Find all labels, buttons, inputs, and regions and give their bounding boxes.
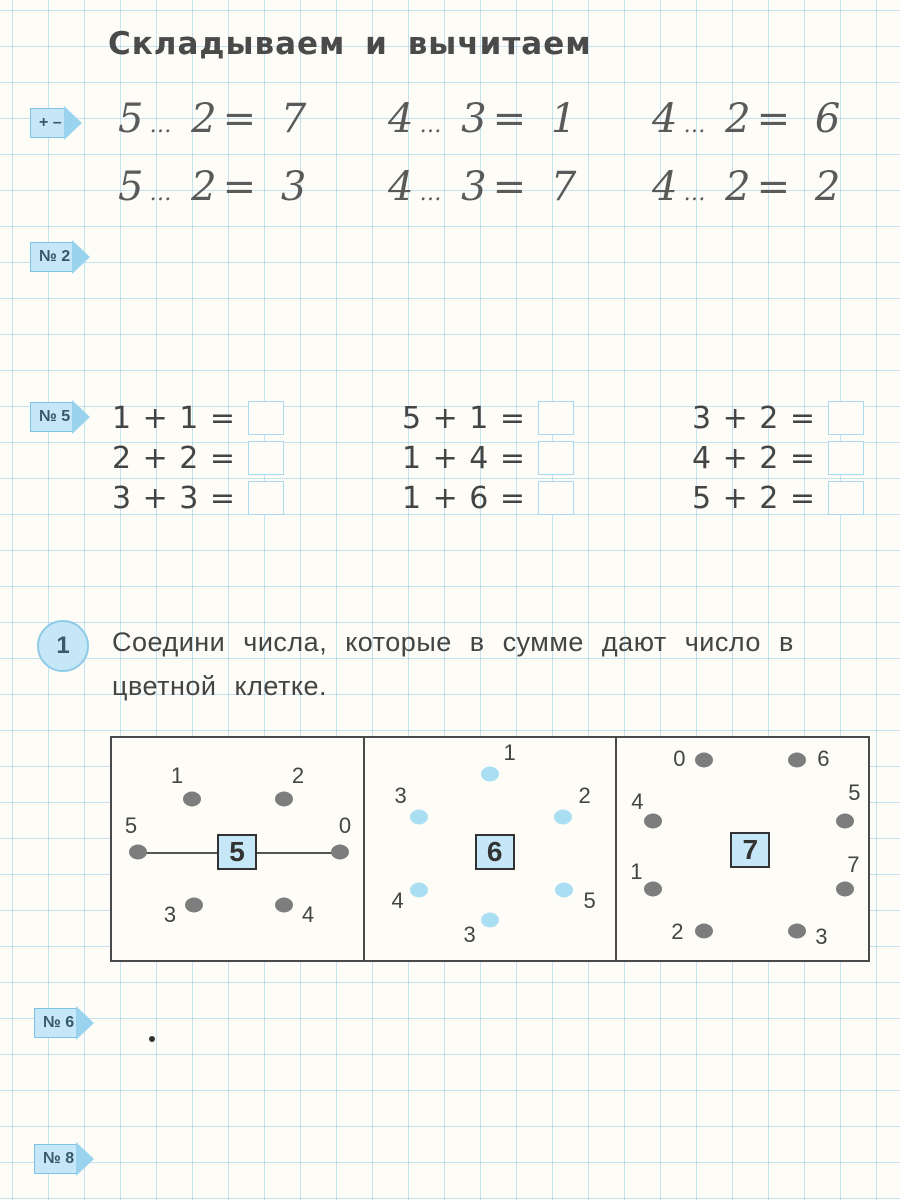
hand-equation: 5… 2= 7 [118,96,313,142]
number-dot[interactable] [788,753,806,768]
pen-mark [149,1036,155,1042]
exercise-5-label: № 5 [30,402,72,432]
number-label: 1 [503,740,516,765]
number-label: 4 [301,902,315,927]
exercise-2-tag [30,240,90,274]
number-label: 5 [124,813,138,838]
number-dot[interactable] [644,882,662,897]
number-dot[interactable] [275,792,293,807]
arrow-icon [64,106,82,140]
number-dot[interactable] [836,814,854,829]
target-sum-box: 5 [217,834,257,870]
number-label: 1 [170,763,184,788]
number-label: 5 [583,888,596,913]
equation: 3 + 2 = [692,398,864,438]
equation: 3 + 3 = [112,478,284,518]
number-dot[interactable] [481,913,499,928]
answer-box[interactable] [828,441,864,475]
answer-box[interactable] [538,441,574,475]
number-dot[interactable] [695,753,713,768]
number-label: 6 [817,746,830,771]
answer-box[interactable] [248,481,284,515]
exercise-6-label: № 6 [34,1008,76,1038]
number-label: 1 [630,859,643,884]
number-label: 2 [671,919,684,944]
equation: 5 + 1 = [402,398,574,438]
number-dot[interactable] [695,924,713,939]
exercise-5-tag [30,400,90,434]
number-dot[interactable] [554,810,572,825]
signs-tag [30,106,82,140]
number-dot[interactable] [410,883,428,898]
panel-sum-5 [112,738,365,960]
equation: 1 + 4 = [402,438,574,478]
number-label: 4 [631,789,644,814]
number-dot[interactable] [481,767,499,782]
connect-dots-panel [110,736,870,962]
number-label: 7 [847,852,860,877]
hand-equation: 4… 3= 7 [388,164,583,210]
number-dot[interactable] [836,882,854,897]
hand-equation: 4… 3= 1 [388,96,583,142]
number-dot[interactable] [788,924,806,939]
answer-box[interactable] [248,401,284,435]
page-title: Складываем и вычитаем [108,26,592,62]
number-label: 3 [394,783,407,808]
number-dot[interactable] [275,898,293,913]
number-dot[interactable] [555,883,573,898]
number-label: 2 [578,783,591,808]
answer-box[interactable] [538,481,574,515]
number-label: 5 [848,780,861,805]
arrow-icon [76,1142,94,1176]
answer-box[interactable] [828,401,864,435]
target-sum-box: 7 [730,832,770,868]
arrow-icon [72,240,90,274]
equation-column [402,398,574,518]
number-dot[interactable] [183,792,201,807]
exercise-2-label: № 2 [30,242,72,272]
exercise-6-tag [34,1006,94,1040]
hand-equation: 4… 2= 6 [652,96,847,142]
task-text: Соедини числа, которые в сумме дают число в цветной клетке. [112,627,794,701]
number-label: 3 [463,922,476,947]
equation: 1 + 6 = [402,478,574,518]
number-label: 3 [163,902,177,927]
arrow-icon [76,1006,94,1040]
answer-box[interactable] [538,401,574,435]
target-sum-box: 6 [475,834,515,870]
number-label: 4 [391,888,404,913]
exercise-8-tag [34,1142,94,1176]
equation: 5 + 2 = [692,478,864,518]
number-label: 2 [291,763,305,788]
signs-tag-label: + – [30,108,64,138]
number-label: 0 [338,813,352,838]
number-label: 0 [673,746,686,771]
answer-box[interactable] [248,441,284,475]
equation-column [692,398,864,518]
hand-equation: 4… 2= 2 [652,164,847,210]
number-dot[interactable] [129,845,147,860]
number-label: 3 [815,924,828,949]
number-dot[interactable] [644,814,662,829]
hand-equation: 5… 2= 3 [118,164,313,210]
number-dot[interactable] [331,845,349,860]
number-dot[interactable] [410,810,428,825]
equation: 2 + 2 = [112,438,284,478]
answer-box[interactable] [828,481,864,515]
equation: 4 + 2 = [692,438,864,478]
task-number-badge: 1 [37,620,89,672]
arrow-icon [72,400,90,434]
panel-sum-6 [365,738,618,960]
equation: 1 + 1 = [112,398,284,438]
number-dot[interactable] [185,898,203,913]
equation-column [112,398,284,518]
exercise-8-label: № 8 [34,1144,76,1174]
panel-sum-7 [617,738,868,960]
